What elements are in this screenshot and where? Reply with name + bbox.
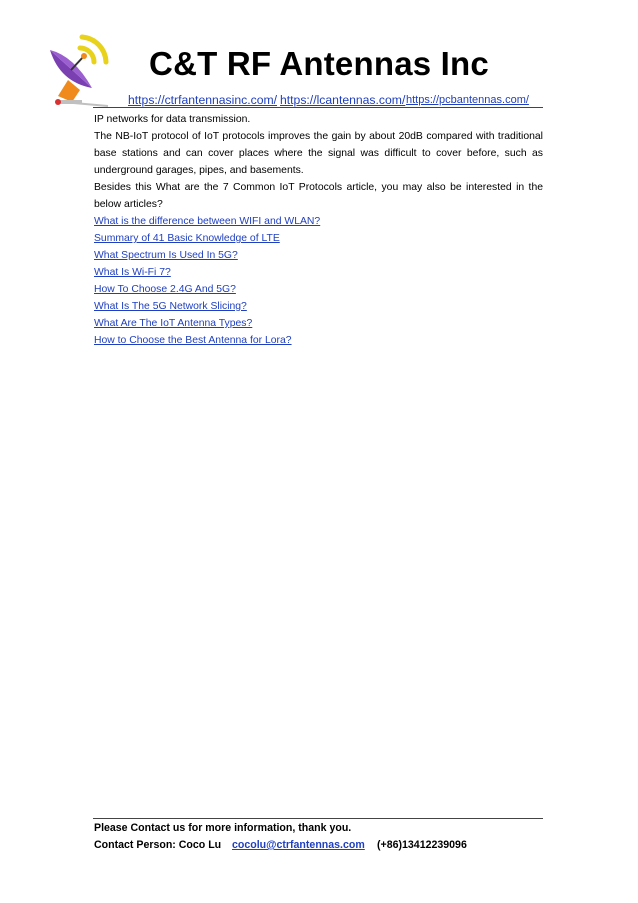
link-ctrfantennasinc[interactable]: https://ctrfantennasinc.com/ [128, 93, 278, 107]
contact-line: Please Contact us for more information, thank you. [94, 822, 352, 834]
contact-email-link[interactable]: cocolu@ctrfantennas.com [232, 839, 365, 851]
article-link-iot-antenna-types[interactable]: What Are The IoT Antenna Types? [94, 318, 253, 329]
article-link-lte-knowledge[interactable]: Summary of 41 Basic Knowledge of LTE [94, 233, 280, 244]
article-link-5g-spectrum[interactable]: What Spectrum Is Used In 5G? [94, 250, 238, 261]
footer [94, 820, 467, 854]
contact-phone: (+86)13412239096 [377, 839, 467, 851]
paragraph: The NB-IoT protocol of IoT protocols improves the gain by about 20dB compared with traditional base stations and can cover places where the signal was difficult to cover before, such as underground garages, pipes, and basements. [94, 131, 543, 176]
company-name: C&T RF Antennas Inc [149, 45, 489, 82]
footer-divider [93, 818, 543, 819]
contact-person: Contact Person: Coco Lu [94, 839, 222, 851]
article-body [94, 111, 543, 349]
link-pcbantennas[interactable]: https://pcbantennas.com/ [406, 94, 529, 106]
contact-row [94, 837, 467, 854]
article-link-lora-antenna[interactable]: How to Choose the Best Antenna for Lora? [94, 335, 292, 346]
article-link-wifi-vs-wlan[interactable]: What is the difference between WIFI and WLAN? [94, 216, 321, 227]
header-divider [93, 107, 543, 108]
article-link-choose-24g-5g[interactable]: How To Choose 2.4G And 5G? [94, 284, 236, 295]
article-link-5g-slicing[interactable]: What Is The 5G Network Slicing? [94, 301, 247, 312]
link-lcantennas[interactable]: https://lcantennas.com/ [280, 93, 406, 107]
paragraph: IP networks for data transmission. [94, 114, 251, 125]
article-link-wifi-7[interactable]: What Is Wi-Fi 7? [94, 267, 171, 278]
paragraph: Besides this What are the 7 Common IoT Protocols article, you may also be interested in the below articles? [94, 182, 543, 210]
